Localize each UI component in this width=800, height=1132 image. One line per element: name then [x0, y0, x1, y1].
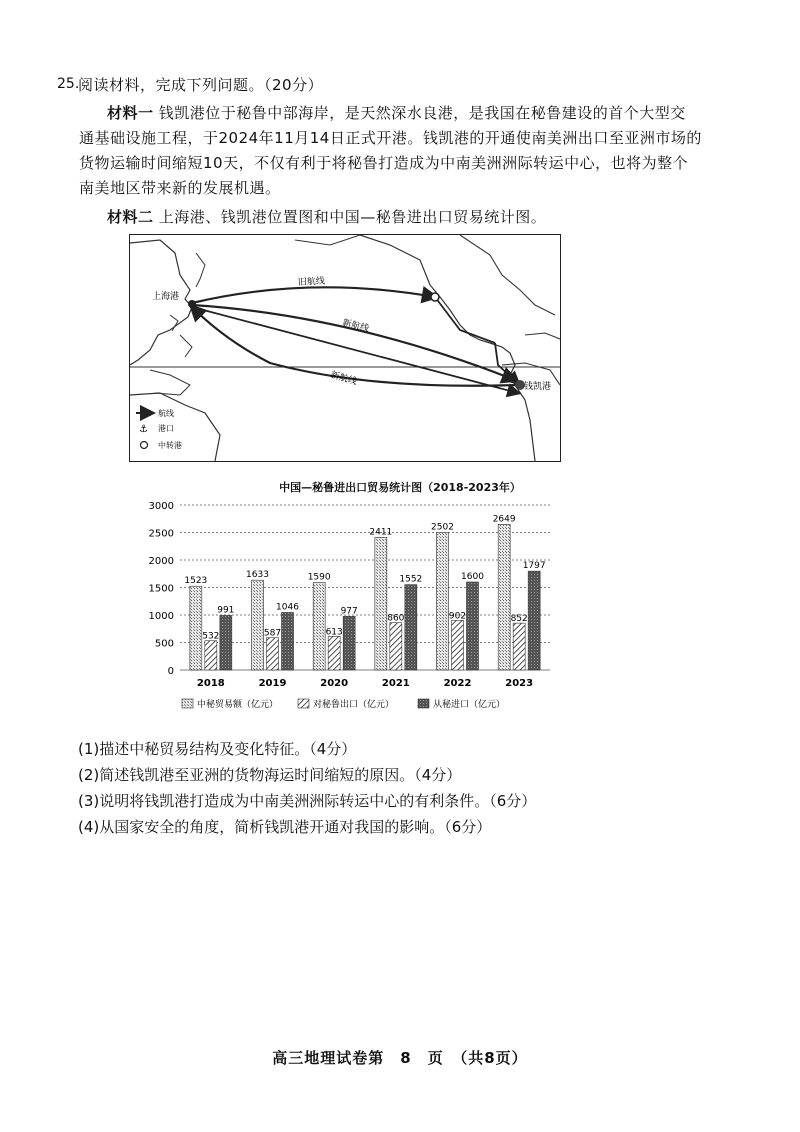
material1-line-2: 通基础设施工程，于2024年11月14日正式开港。钱凯港的开通使南美洲出口至亚洲市场的	[79, 129, 702, 147]
page-footer: 高三地理试卷第 8 页 （共8页）	[272, 1049, 528, 1067]
material2-label: 材料二	[107, 208, 154, 226]
value-label: 860	[387, 613, 405, 624]
bar-trade-total-2020	[313, 583, 325, 670]
new-route-label-1: 新航线	[341, 318, 370, 335]
material1-line-4: 南美地区带来新的发展机遇。	[79, 179, 281, 197]
x-tick-label: 2019	[258, 678, 287, 689]
material2-line	[107, 206, 546, 227]
legend-label: 对秘鲁出口（亿元）	[313, 700, 395, 710]
map-svg	[130, 235, 560, 461]
y-axis-ticks	[149, 501, 174, 677]
legend-port-label: 港口	[158, 424, 174, 433]
question-number: 25.	[57, 76, 80, 92]
legend-transfer-label: 中转港	[158, 441, 182, 450]
x-tick-label: 2023	[505, 678, 534, 689]
bar-import-2018	[220, 615, 232, 670]
bar-trade-total-2018	[190, 586, 202, 670]
value-label: 1633	[246, 570, 269, 581]
value-label: 532	[202, 631, 220, 642]
bar-trade-total-2019	[252, 580, 264, 670]
value-label: 1600	[461, 572, 484, 582]
x-tick-label: 2020	[320, 678, 349, 689]
trade-chart	[140, 495, 560, 720]
bar-import-2019	[282, 612, 294, 670]
material1-line-1	[107, 102, 686, 123]
old-route-label: 旧航线	[297, 276, 326, 288]
old-route-line	[192, 287, 435, 303]
x-tick-label: 2021	[381, 678, 410, 689]
legend-route-label: 航线	[158, 409, 174, 418]
bar-import-2020	[343, 616, 355, 670]
y-tick-label: 2500	[148, 528, 174, 540]
route-map	[129, 234, 561, 462]
y-tick-label: 1500	[148, 583, 174, 595]
value-label: 2411	[369, 527, 393, 538]
bar-export-2022	[452, 620, 464, 670]
material2-text: 上海港、钱凯港位置图和中国—秘鲁进出口贸易统计图。	[158, 208, 547, 226]
shanghai-port-marker	[188, 300, 196, 308]
transfer-port-marker	[431, 293, 439, 301]
x-tick-label: 2022	[443, 678, 472, 689]
chart-bars	[190, 524, 540, 670]
value-label: 902	[448, 611, 467, 622]
new-route-line-1	[192, 305, 515, 380]
subquestion-2: (2)简述钱凯港至亚洲的货物海运时间缩短的原因。（4分）	[78, 766, 462, 784]
y-tick-label: 2000	[148, 556, 174, 567]
value-label: 587	[263, 628, 282, 639]
y-tick-label: 500	[154, 638, 174, 650]
legend-label: 从秘进口（亿元）	[433, 700, 506, 710]
old-route-extension	[435, 297, 495, 343]
bar-export-2021	[390, 623, 402, 670]
legend-label: 中秘贸易额（亿元）	[197, 700, 279, 710]
bar-import-2021	[405, 585, 417, 670]
value-label: 2502	[431, 522, 454, 533]
subquestion-3: (3)说明将钱凯港打造成为中南美洲洲际转运中心的有利条件。（6分）	[78, 792, 537, 810]
subquestion-4: (4)从国家安全的角度，简析钱凯港开通对我国的影响。（6分）	[78, 818, 492, 836]
value-label: 852	[510, 614, 528, 625]
bar-export-2023	[513, 623, 525, 670]
chart-legend	[182, 698, 505, 710]
chart-svg	[140, 495, 560, 720]
anchor-icon: ⚓	[139, 424, 148, 435]
bar-import-2023	[528, 571, 540, 670]
americas-east-coast	[460, 235, 560, 385]
aleutian-coast	[295, 235, 360, 245]
value-label: 991	[217, 605, 235, 616]
legend-swatch-bar-import	[418, 699, 429, 708]
y-tick-label: 3000	[148, 501, 174, 512]
bar-trade-total-2021	[375, 537, 387, 670]
bar-trade-total-2023	[498, 524, 510, 670]
material1-line-3: 货物运输时间缩短10天，不仅有利于将秘鲁打造成为中南美洲洲际转运中心，也将为整个	[79, 154, 689, 172]
qiankai-label: 钱凯港	[524, 382, 552, 392]
value-label: 1797	[522, 561, 546, 572]
bar-export-2018	[205, 641, 217, 670]
y-tick-label: 1000	[148, 611, 174, 622]
question-title: 阅读材料，完成下列问题。（20分）	[78, 76, 324, 94]
americas-west-coast	[360, 235, 535, 461]
value-label: 1523	[184, 576, 208, 587]
value-label: 2649	[492, 514, 516, 525]
bar-export-2019	[267, 638, 279, 670]
value-label: 613	[325, 627, 343, 638]
shanghai-label: 上海港	[152, 292, 180, 302]
y-tick-label: 0	[167, 666, 174, 677]
value-label: 1590	[307, 572, 331, 583]
transfer-port-icon	[141, 442, 148, 449]
x-tick-label: 2018	[196, 678, 225, 689]
value-label: 1552	[399, 574, 423, 585]
material1-label: 材料一	[107, 104, 154, 122]
value-labels	[184, 514, 545, 641]
japan-coast	[196, 253, 205, 287]
new-route-line-2	[192, 307, 518, 386]
bar-import-2022	[467, 582, 479, 670]
new-route-label-2: 新航线	[329, 370, 358, 388]
x-axis-ticks	[197, 678, 533, 689]
asia-coast	[130, 240, 192, 365]
material1-text-1: 钱凯港位于秘鲁中部海岸，是天然深水良港，是我国在秘鲁建设的首个大型交	[158, 104, 686, 122]
legend-swatch-bar-trade-total	[182, 699, 193, 708]
subquestion-1: (1)描述中秘贸易结构及变化特征。（4分）	[78, 740, 357, 758]
legend-swatch-bar-export	[298, 699, 309, 708]
chart-grid	[180, 505, 550, 670]
bar-export-2020	[328, 636, 340, 670]
chart-title: 中国—秘鲁进出口贸易统计图（2018-2023年）	[279, 481, 521, 494]
value-label: 1046	[276, 602, 299, 613]
bar-trade-total-2022	[437, 532, 449, 670]
map-legend	[136, 408, 182, 450]
value-label: 977	[340, 606, 358, 617]
islands	[150, 315, 192, 395]
